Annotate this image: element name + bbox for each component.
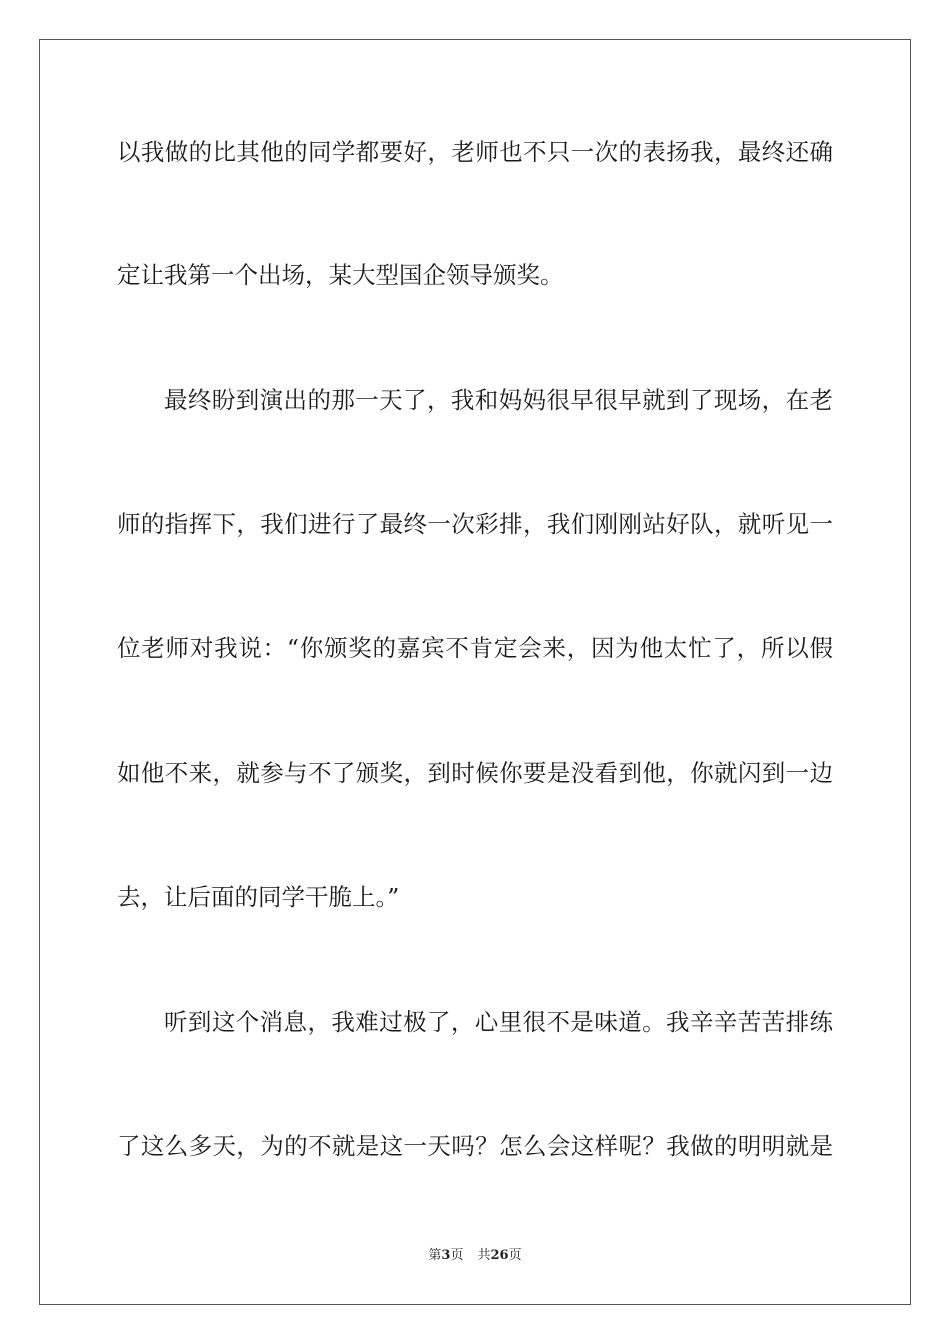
body-line-2: 定让我第一个出场，某大型国企领导颁奖。 bbox=[117, 261, 564, 289]
body-line-1: 以我做的比其他的同学都要好，老师也不只一次的表扬我，最终还确 bbox=[117, 138, 833, 166]
footer-page-suffix: 页 bbox=[450, 1248, 464, 1263]
body-line-8: 听到这个消息，我难过极了，心里很不是味道。我辛辛苦苦排练 bbox=[164, 1008, 833, 1036]
footer-total-pages: 26 bbox=[490, 1248, 509, 1263]
body-line-3: 最终盼到演出的那一天了，我和妈妈很早很早就到了现场，在老 bbox=[164, 386, 833, 414]
body-line-5: 位老师对我说：“你颁奖的嘉宾不肯定会来，因为他太忙了，所以假 bbox=[117, 634, 833, 662]
page-frame bbox=[39, 39, 911, 1305]
footer-page-prefix: 第 bbox=[428, 1248, 442, 1263]
footer-total-prefix: 共 bbox=[477, 1248, 491, 1263]
page-footer bbox=[0, 1247, 950, 1265]
body-line-4: 师的指挥下，我们进行了最终一次彩排，我们刚刚站好队，就听见一 bbox=[117, 510, 833, 538]
footer-page-number: 3 bbox=[441, 1248, 451, 1263]
footer-total-suffix: 页 bbox=[508, 1248, 522, 1263]
body-line-7: 去，让后面的同学干脆上。” bbox=[117, 883, 400, 911]
body-line-9: 了这么多天，为的不就是这一天吗？怎么会这样呢？我做的明明就是 bbox=[117, 1132, 833, 1160]
body-line-6: 如他不来，就参与不了颁奖，到时候你要是没看到他，你就闪到一边 bbox=[117, 759, 833, 787]
